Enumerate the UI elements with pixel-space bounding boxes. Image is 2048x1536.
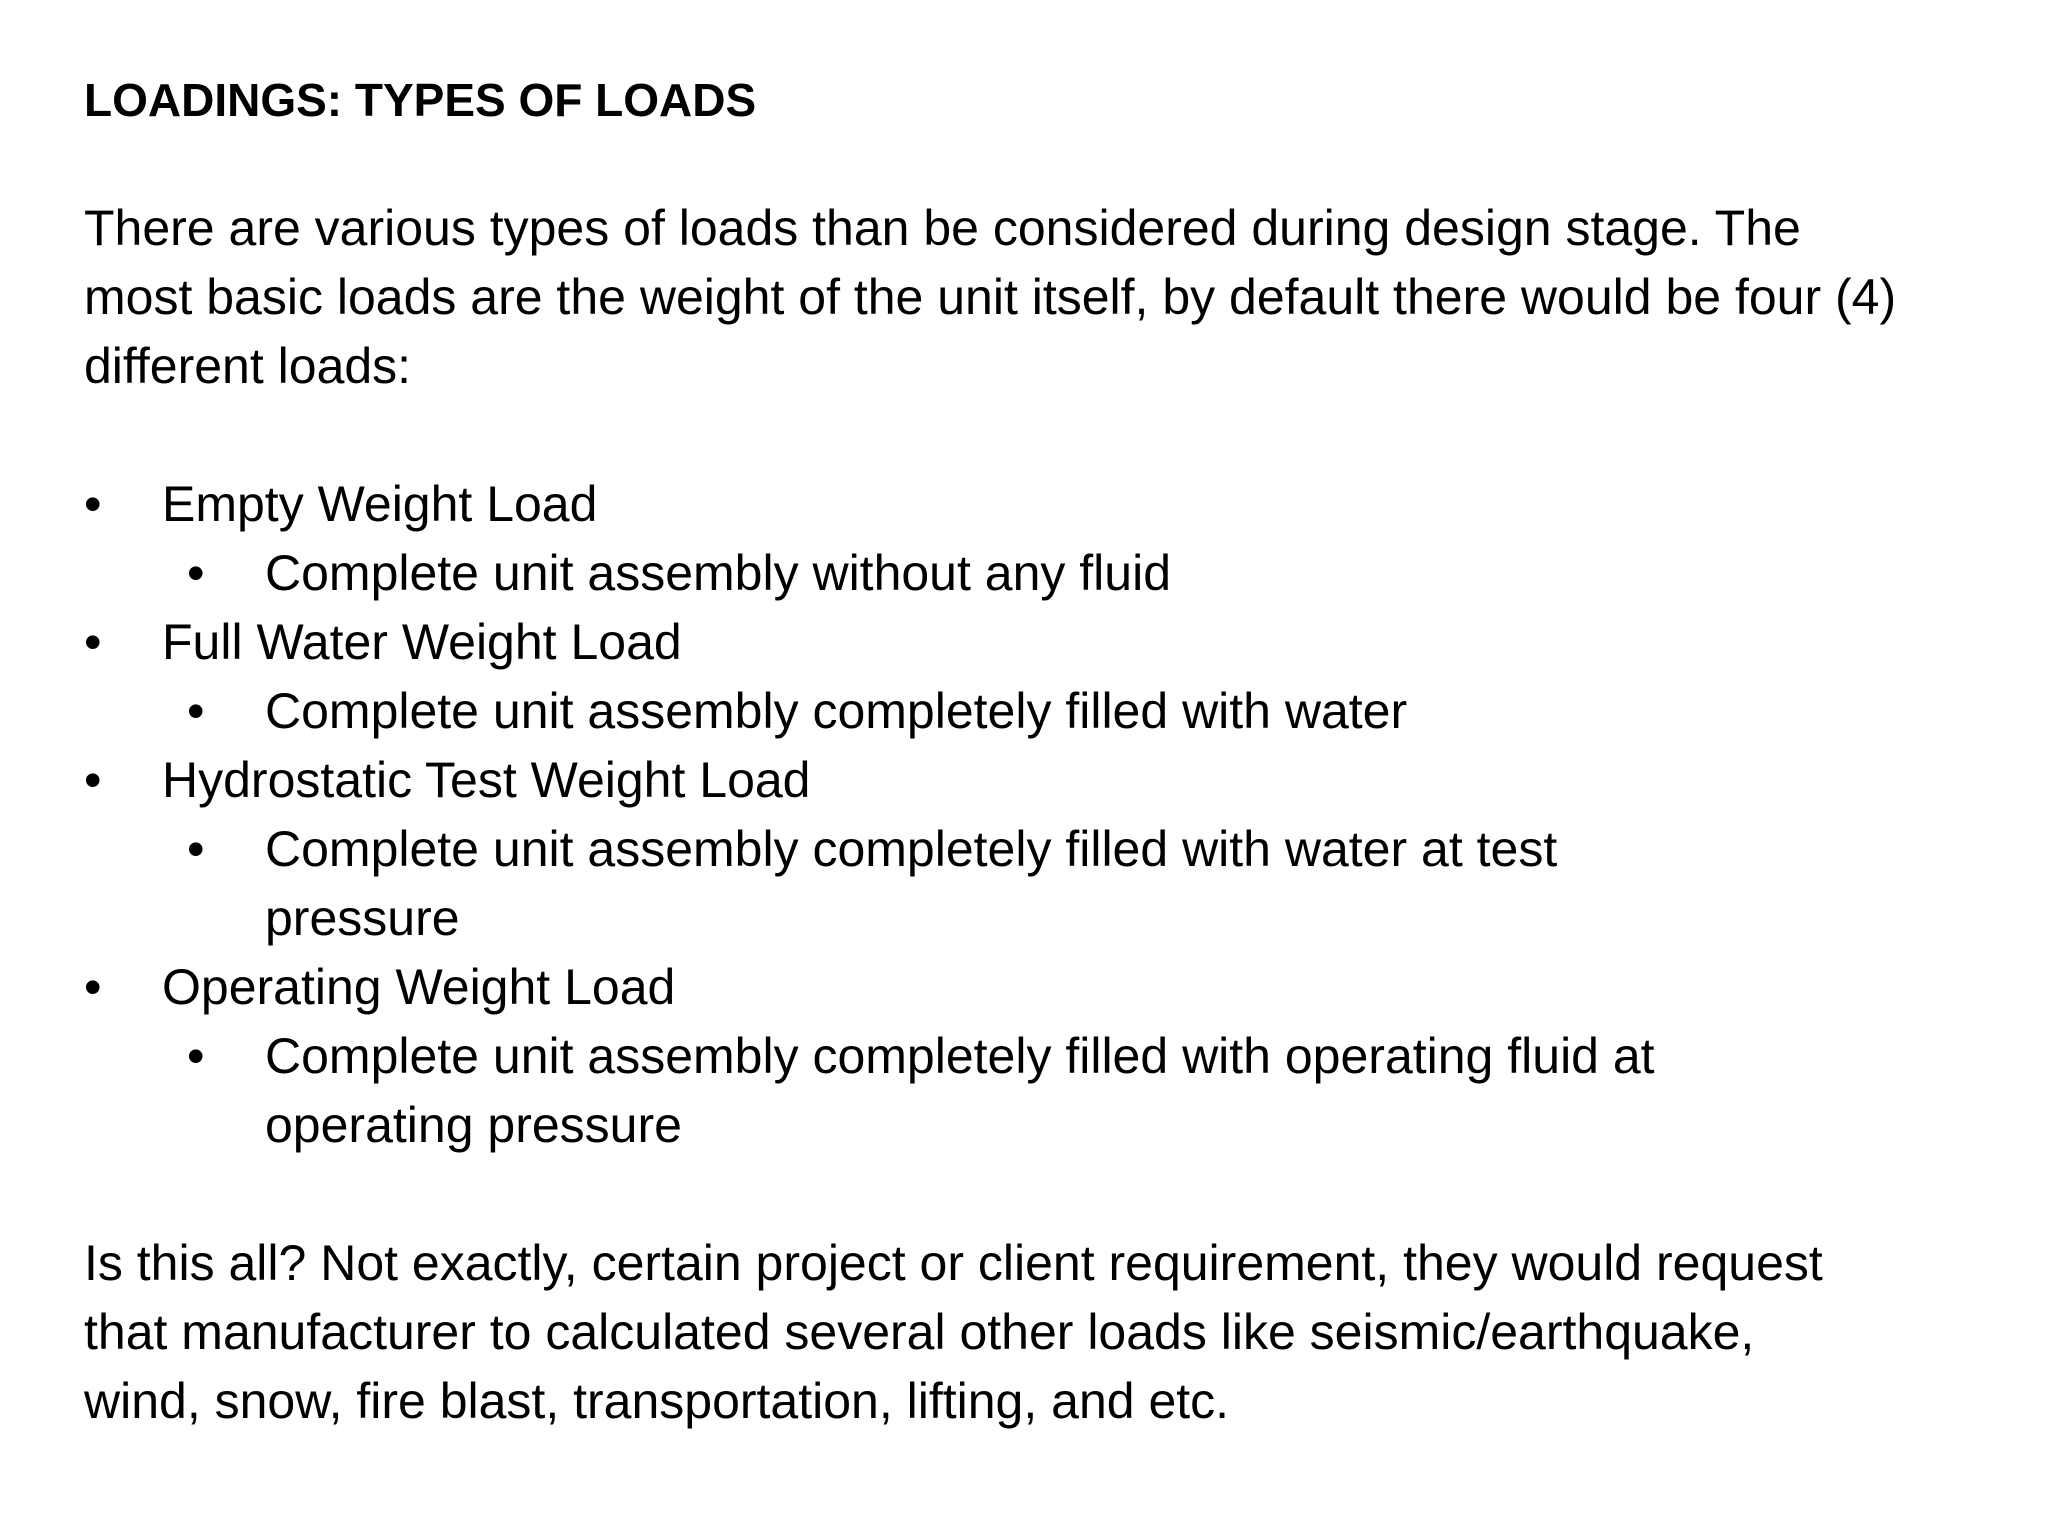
bullet-icon: • [84, 959, 102, 1015]
load-label: Operating Weight Load [162, 959, 676, 1015]
load-detail [162, 539, 1745, 608]
load-detail [162, 677, 1745, 746]
load-detail [162, 815, 1745, 953]
bullet-icon: • [187, 1028, 205, 1084]
bullet-icon: • [187, 545, 205, 601]
load-detail-text: Complete unit assembly completely filled with water [265, 683, 1408, 739]
slide-title: LOADINGS: TYPES OF LOADS [84, 74, 757, 126]
load-item-hydrostatic-test-weight [84, 746, 1964, 953]
load-detail [162, 1022, 1745, 1160]
bullet-icon: • [187, 821, 205, 877]
load-detail-text: Complete unit assembly completely filled with water at test pressure [265, 821, 1558, 946]
closing-paragraph: Is this all? Not exactly, certain project or client requirement, they would request that manufacturer to calculated several other loads like seismic/earthquake, wind, snow, fire blast, transportation, lifting, and etc. [84, 1235, 1823, 1429]
bullet-icon: • [187, 683, 205, 739]
intro-paragraph: There are various types of loads than be considered during design stage. The most basic loads are the weight of the unit itself, by default there would be four (4) different loads: [84, 200, 1897, 394]
bullet-icon: • [84, 752, 102, 808]
load-item-full-water-weight [84, 608, 1964, 746]
load-types-list [84, 470, 1964, 1160]
load-detail-text: Complete unit assembly without any fluid [265, 545, 1172, 601]
load-label: Hydrostatic Test Weight Load [162, 752, 811, 808]
bullet-icon: • [84, 476, 102, 532]
load-label: Empty Weight Load [162, 476, 598, 532]
load-detail-list [162, 815, 1964, 953]
load-label: Full Water Weight Load [162, 614, 682, 670]
load-item-empty-weight [84, 470, 1964, 608]
load-detail-text: Complete unit assembly completely filled with operating fluid at operating pressure [265, 1028, 1655, 1153]
load-detail-list [162, 1022, 1964, 1160]
load-detail-list [162, 677, 1964, 746]
load-item-operating-weight [84, 953, 1964, 1160]
load-detail-list [162, 539, 1964, 608]
bullet-icon: • [84, 614, 102, 670]
